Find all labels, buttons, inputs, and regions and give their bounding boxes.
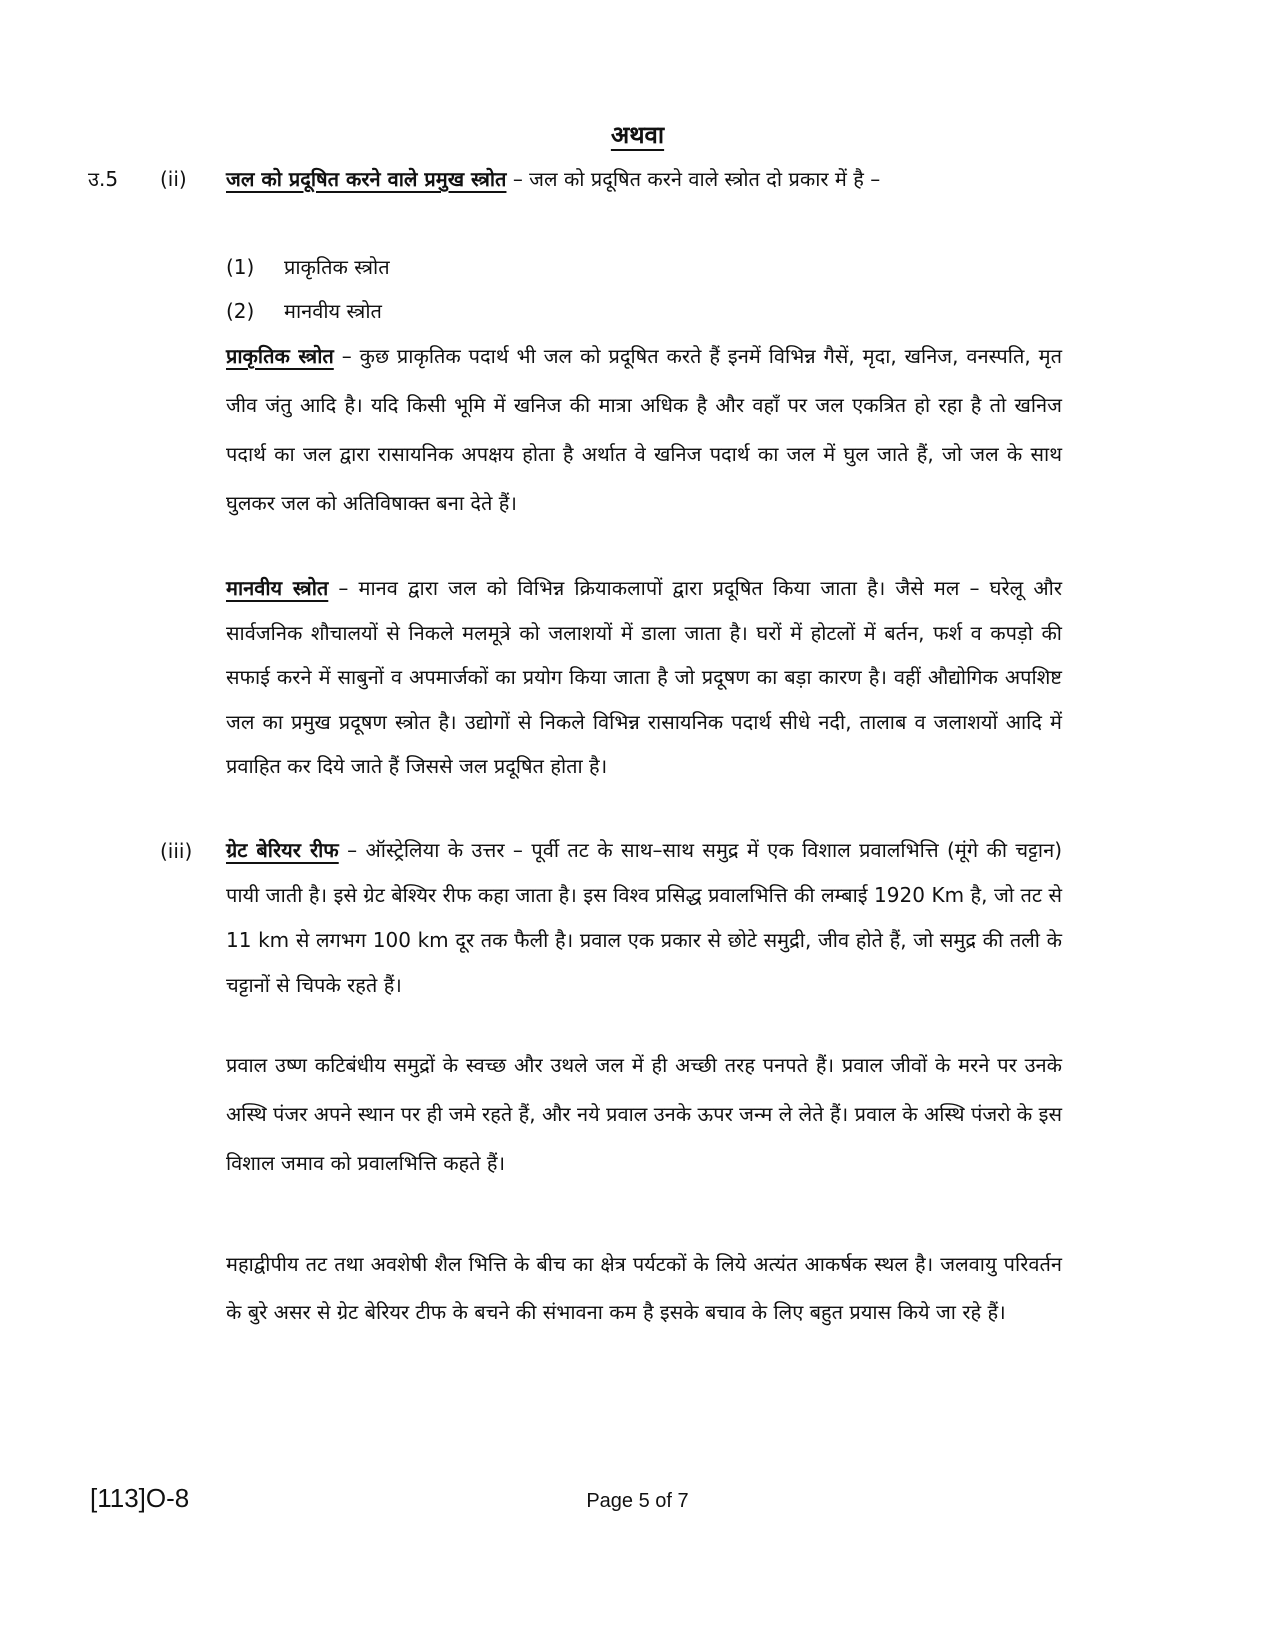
paper-code: [113]O-8 bbox=[90, 1483, 190, 1513]
list-item-number: (2) bbox=[226, 299, 255, 323]
human-source-paragraph bbox=[226, 566, 1062, 789]
reef-paragraph-3: महाद्वीपीय तट तथा अवशेषी शैल भित्ति के बीच का क्षेत्र पर्यटकों के लिये अत्यंत आकर्षक स्थल है। जलवायु परिवर्तन के बुरे असर से ग्रेट बेरियर टीफ के बचने की संभावना कम है इसके बचाव के लिए बहुत प्रयास किये जा रहे हैं। bbox=[226, 1252, 1062, 1324]
reef-text-1: – ऑस्ट्रेलिया के उत्तर – पूर्वी तट के साथ–साथ समुद्र में एक विशाल प्रवालभित्ति (मूंगे की चट्टान) पायी जाती है। इसे ग्रेट बेश्यिर रीफ कहा जाता है। इस विश्व प्रसिद्ध प्रवालभित्ति की लम्बाई 1920 Km है, जो तट से 11 km से लगभग 100 km दूर तक फैली है। प्रवाल एक प्रकार से छोटे समुद्री, जीव होते हैं, जो समुद्र की तली के चट्टानों से चिपके रहते हैं। bbox=[226, 838, 1062, 997]
reef-title: ग्रेट बेरियर रीफ bbox=[226, 838, 339, 862]
source-list-item bbox=[226, 245, 1062, 289]
list-item-number: (1) bbox=[226, 255, 255, 279]
natural-source-paragraph bbox=[226, 332, 1062, 528]
part-ii-marker: (ii) bbox=[160, 167, 187, 191]
part-ii-title: जल को प्रदूषित करने वाले प्रमुख स्त्रोत bbox=[226, 167, 507, 191]
part-iii-marker: (iii) bbox=[160, 839, 193, 863]
natural-source-text: – कुछ प्राकृतिक पदार्थ भी जल को प्रदूषित करते हैं इनमें विभिन्न गैसें, मृदा, खनिज, वनस्पति, मृत जीव जंतु आदि है। यदि किसी भूमि में खनिज की मात्रा अधिक है और वहाँ पर जल एकत्रित हो रहा है तो खनिज पदार्थ का जल द्वारा रासायनिक अपक्षय होता है अर्थात वे खनिज पदार्थ का जल में घुल जाते हैं, जो जल के साथ घुलकर जल को अतिविषाक्त बना देते हैं। bbox=[226, 344, 1062, 515]
section-heading: अथवा bbox=[610, 121, 665, 149]
part-ii-intro-text: – जल को प्रदूषित करने वाले स्त्रोत दो प्रकार में है – bbox=[506, 167, 881, 191]
source-list-item bbox=[226, 289, 1062, 333]
natural-source-title: प्राकृतिक स्त्रोत bbox=[226, 344, 334, 368]
part-ii-intro bbox=[226, 156, 1062, 202]
question-number: उ.5 bbox=[88, 167, 119, 191]
reef-paragraph-1 bbox=[226, 828, 1062, 1008]
human-source-text: – मानव द्वारा जल को विभिन्न क्रियाकलापों द्वारा प्रदूषित किया जाता है। जैसे मल – घरेलू और सार्वजनिक शौचालयों से निकले मलमूत्रे को जलाशयों में डाला जाता है। घरों में होटलों में बर्तन, फर्श व कपड़ो की सफाई करने में साबुनों व अपमार्जकों का प्रयोग किया जाता है जो प्रदूषण का बड़ा कारण है। वहीं औद्योगिक अपशिष्ट जल का प्रमुख प्रदूषण स्त्रोत है। उद्योगों से निकले विभिन्न रासायनिक पदार्थ सीधे नदी, तालाब व जलाशयों आदि में प्रवाहित कर दिये जाते हैं जिससे जल प्रदूषित होता है। bbox=[226, 576, 1062, 778]
human-source-title: मानवीय स्त्रोत bbox=[226, 576, 329, 600]
reef-paragraph-2: प्रवाल उष्ण कटिबंधीय समुद्रों के स्वच्छ और उथले जल में ही अच्छी तरह पनपते हैं। प्रवाल जीवों के मरने पर उनके अस्थि पंजर अपने स्थान पर ही जमे रहते हैं, और नये प्रवाल उनके ऊपर जन्म ले लेते हैं। प्रवाल के अस्थि पंजरो के इस विशाल जमाव को प्रवालभित्ति कहते हैं। bbox=[226, 1053, 1062, 1175]
list-item-text: मानवीय स्त्रोत bbox=[284, 299, 382, 323]
list-item-text: प्राकृतिक स्त्रोत bbox=[284, 255, 390, 279]
page-number: Page 5 of 7 bbox=[586, 1490, 689, 1512]
